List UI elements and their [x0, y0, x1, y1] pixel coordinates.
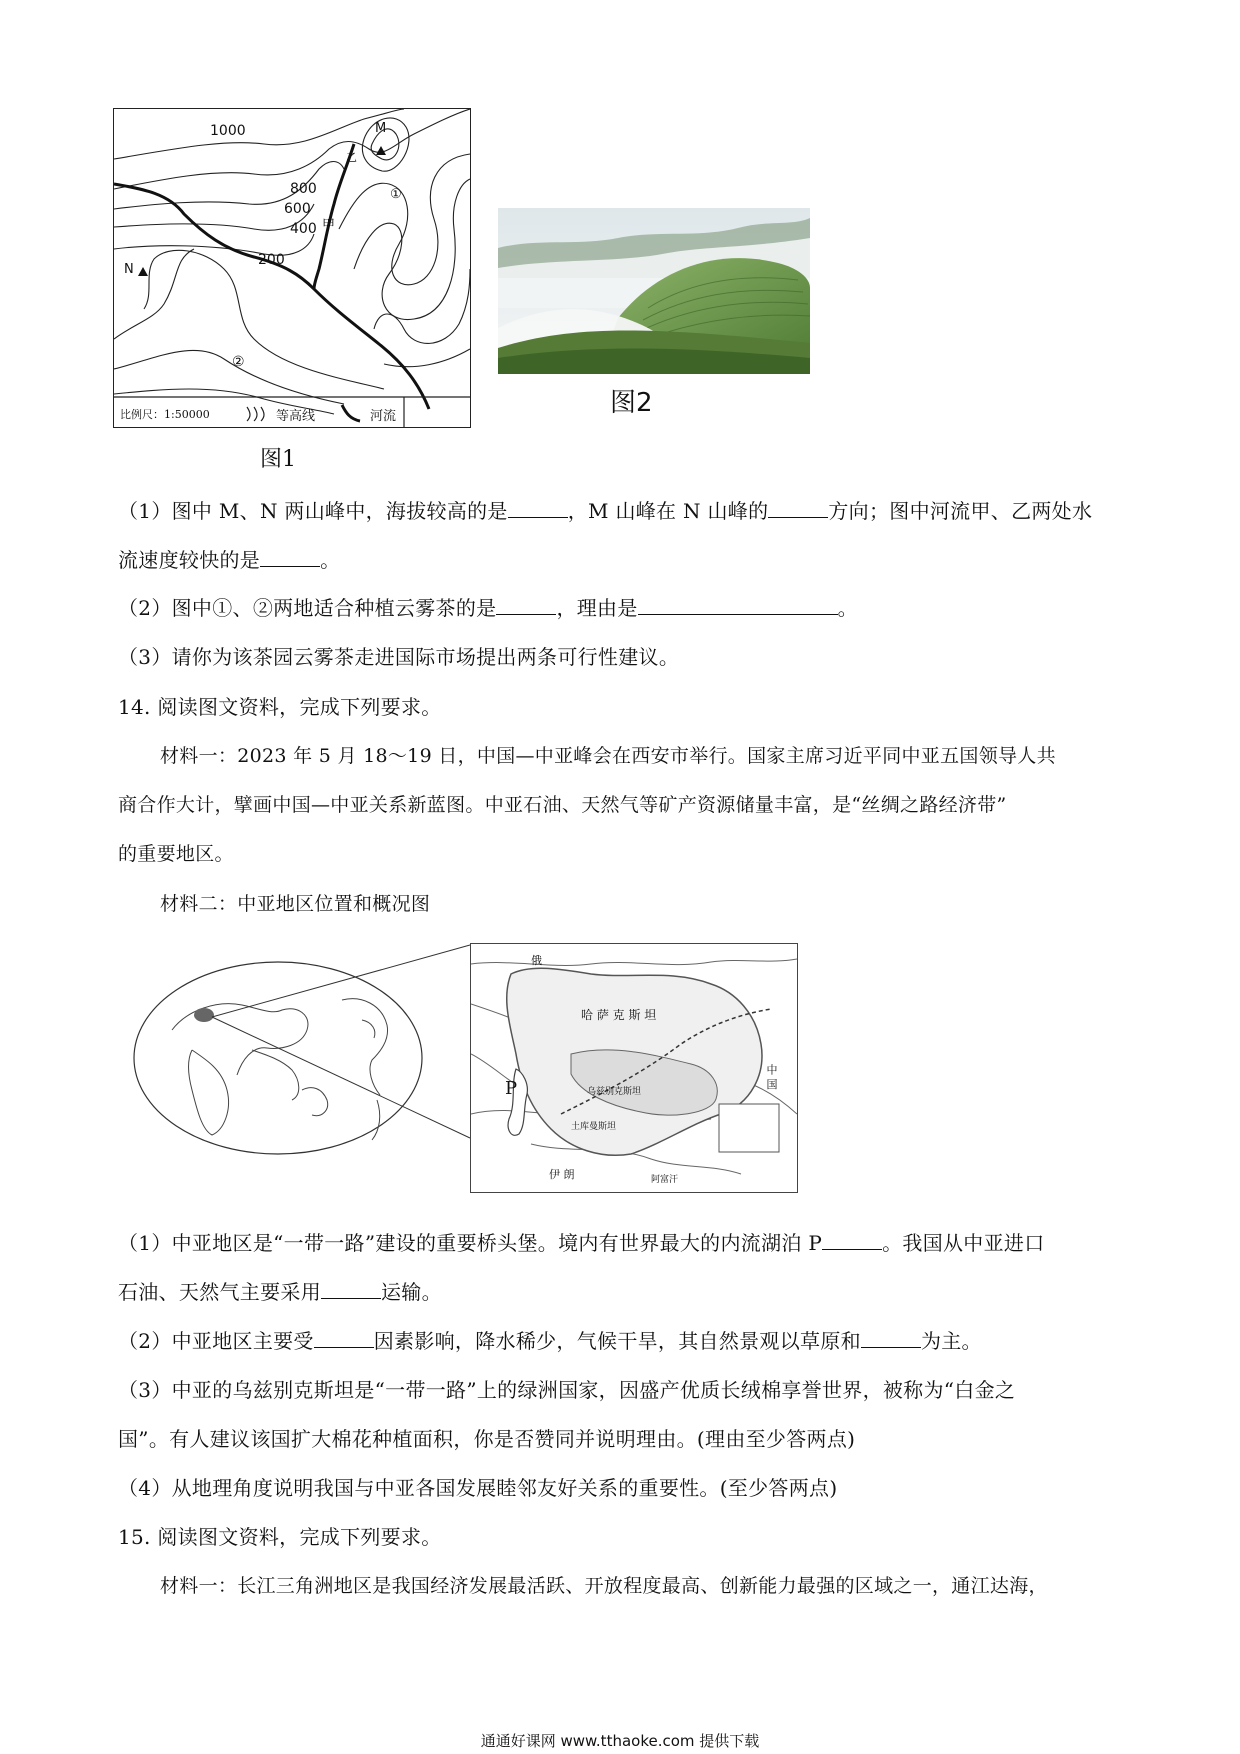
contour-map [113, 108, 471, 428]
contour-line [339, 154, 470, 285]
answer-blank[interactable] [638, 596, 838, 615]
tea-plantation-svg [498, 208, 810, 374]
q14-material2: 材料二：中亚地区位置和概况图 [160, 893, 431, 915]
legend-river-symbol [342, 405, 360, 421]
map-label-afghanistan: 阿富汗 [651, 1175, 679, 1185]
map-label-turkmenistan: 土库曼斯坦 [571, 1122, 617, 1132]
site-1-label: ① [390, 187, 402, 202]
fig1-caption: 图1 [260, 447, 296, 472]
q14-material1-line2: 商合作大计，擘画中国—中亚关系新蓝图。中亚石油、天然气等矿产资源储量丰富，是“丝绸之路经济带” [118, 794, 1007, 816]
contour-line [114, 350, 344, 404]
q14-material1-line1: 材料一：2023 年 5 月 18～19 日，中国—中亚峰会在西安市举行。国家主席习近平同中亚五国领导人共 [160, 745, 1056, 767]
map-label-p: P [505, 1078, 518, 1099]
q13-part2: （2）图中①、②两地适合种植云雾茶的是 ，理由是 。 [118, 596, 858, 620]
q15-material1: 材料一：长江三角洲地区是我国经济发展最活跃、开放程度最高、创新能力最强的区域之一，通江达海， [160, 1575, 1048, 1597]
answer-blank[interactable] [508, 499, 568, 518]
contour-label-400: 400 [290, 221, 317, 237]
q14-part3-line1: （3）中亚的乌兹别克斯坦是“一带一路”上的绿洲国家，因盛产优质长绒棉享誉世界，被称为“白金之 [118, 1378, 1016, 1402]
q14-part4: （4）从地理角度说明我国与中亚各国发展睦邻友好关系的重要性。(至少答两点) [118, 1476, 838, 1500]
peak-m-triangle [376, 146, 386, 155]
q13-part3: （3）请你为该茶园云雾茶走进国际市场提出两条可行性建议。 [118, 645, 680, 669]
contour-label-800: 800 [290, 181, 317, 197]
peak-n-triangle [138, 267, 148, 276]
river-jia-label: 甲 [322, 218, 336, 233]
peak-n-label: N [124, 262, 134, 277]
answer-blank[interactable] [822, 1231, 882, 1250]
map-label-kazakhstan: 哈 萨 克 斯 坦 [581, 1008, 657, 1022]
answer-blank[interactable] [768, 499, 828, 518]
answer-blank[interactable] [861, 1329, 921, 1348]
map-label-russia: 俄 [531, 954, 542, 967]
connector-lines [200, 943, 500, 1143]
legend-scale: 比例尺：1:50000 [120, 408, 210, 421]
river-yi-label: 乙 [346, 151, 357, 164]
contour-line [114, 109, 470, 189]
q14-part1-line1: （1）中亚地区是“一带一路”建设的重要桥头堡。境内有世界最大的内流湖泊 P 。我国从中亚进口 [118, 1231, 1045, 1255]
map-label-uzbekistan: 乌兹别克斯坦 [587, 1087, 642, 1097]
answer-blank[interactable] [496, 596, 556, 615]
fig2-caption: 图2 [610, 388, 653, 418]
legend-river-label: 河流 [370, 409, 397, 424]
map-label-iran: 伊 朗 [549, 1168, 575, 1181]
q14-title: 14. 阅读图文资料，完成下列要求。 [118, 695, 442, 719]
site-2-label: ② [232, 354, 245, 370]
answer-blank[interactable] [260, 548, 320, 567]
map-label-china: 中 国 [765, 1064, 778, 1090]
answer-blank[interactable] [314, 1329, 374, 1348]
contour-line [114, 109, 404, 159]
contour-label-600: 600 [284, 201, 311, 217]
q14-material1-line3: 的重要地区。 [118, 843, 234, 865]
contour-label-1000: 1000 [210, 123, 246, 139]
q13-part1-line1: （1）图中 M、N 两山峰中，海拔较高的是 ，M 山峰在 N 山峰的 方向；图中河流甲、乙两处水 [118, 499, 1093, 523]
q14-part2: （2）中亚地区主要受 因素影响，降水稀少，气候干旱，其自然景观以草原和 为主。 [118, 1329, 982, 1353]
central-asia-map [470, 943, 798, 1193]
contour-map-svg [114, 109, 470, 427]
contour-line [384, 349, 470, 367]
legend-contour-symbol [247, 407, 264, 421]
contour-line [354, 179, 470, 320]
q14-part1-line2: 石油、天然气主要采用 运输。 [118, 1280, 442, 1304]
legend-contour-label: 等高线 [276, 409, 316, 424]
contour-label-200: 200 [258, 252, 285, 268]
q14-part3-line2: 国”。有人建议该国扩大棉花种植面积，你是否赞同并说明理由。(理由至少答两点) [118, 1427, 856, 1451]
page-footer: 通通好课网 www.tthaoke.com 提供下载 [480, 1732, 760, 1750]
tea-plantation-photo [498, 208, 810, 374]
answer-blank[interactable] [321, 1280, 381, 1299]
q15-title: 15. 阅读图文资料，完成下列要求。 [118, 1525, 442, 1549]
q13-part1-line2: 流速度较快的是 。 [118, 548, 341, 572]
peak-m-label: M [375, 121, 387, 136]
central-asia-map-svg [471, 944, 797, 1192]
